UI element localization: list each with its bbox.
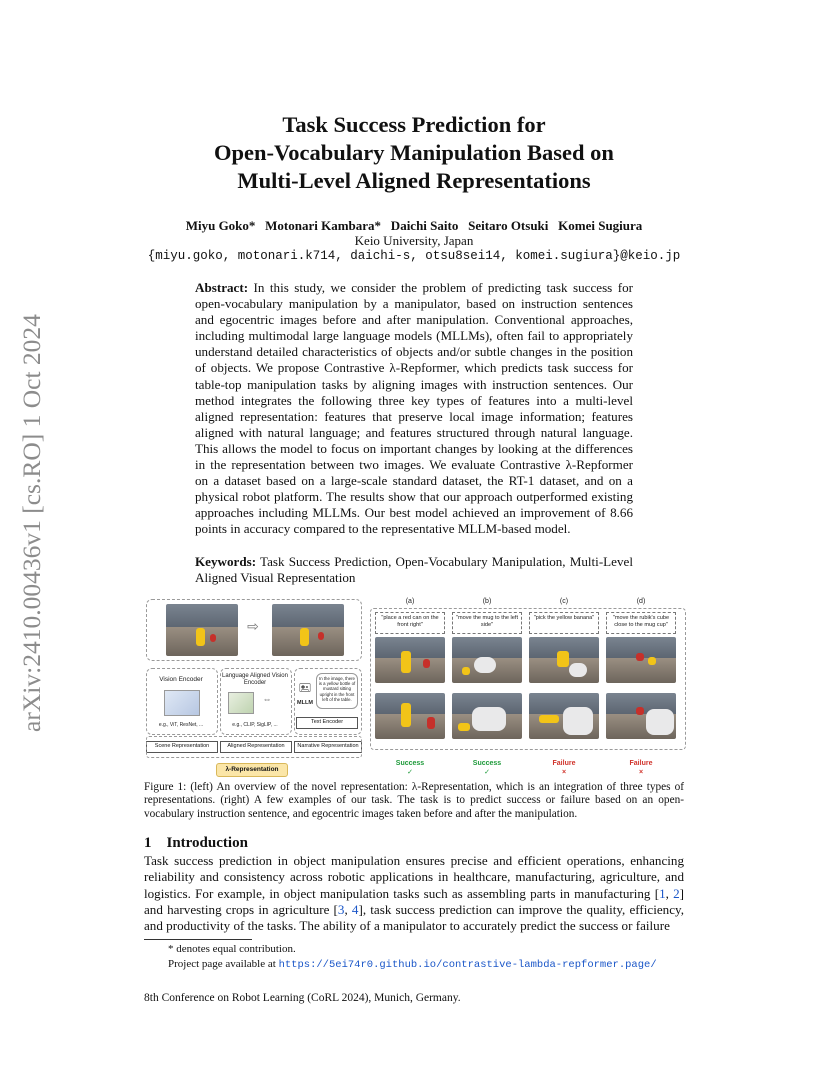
section-heading [144,834,248,852]
example-d-after [606,693,676,739]
narrative-representation: Narrative Representation [294,741,362,753]
before-image [166,604,238,656]
paper-title [140,111,688,195]
mllm-caption-bubble: In the image, there is a yellow bottle of mustard sitting upright in the front left of the table. [316,673,358,709]
example-instruction: "place a red can on the front right" [375,612,445,634]
affiliation: Keio University, Japan [354,233,474,248]
citation-link[interactable]: 1 [659,885,666,901]
title-line: Multi-Level Aligned Representations [237,168,591,193]
footnote-equal-contribution: * denotes equal contribution. [168,943,296,955]
check-icon: ✓ [407,769,413,776]
figure-caption: Figure 1: (left) An overview of the novel representation: λ-Representation, which is an integration of three types of representations. (right) A few examples of our task. The task is to predict success or failure based on an open-vocabulary instruction sentence, and egocentric images taken before and after the manipulation. [144,781,684,820]
citation-link[interactable]: 3 [337,901,345,917]
example-instruction: "move the rubik's cube close to the mug cup" [606,612,676,634]
example-a-after [375,693,445,739]
language-aligned-encoder-label: Language Aligned Vision Encoder [222,673,288,686]
project-page-link[interactable]: https://5ei74r0.github.io/contrastive-lambda-repformer.page/ [278,959,657,971]
cross-icon: × [561,769,567,776]
layers-icon [164,690,200,716]
example-c-before [529,637,599,683]
abstract-text: In this study, we consider the problem of predicting task success for open-vocabulary manipulation by a manipulator, based on instruction sentences and egocentric images before and after manipulation. Conventional approaches, including multimodal large language models (MLLMs), often fail to appropriately understand detailed characteristics of objects and/or subtle changes in the position of objects. We propose Contrastive λ-Repformer, which predicts task success for table-top manipulation tasks by aligning images with instruction sentences. Our method integrates the following three key types of features into a multi-level aligned representation: features that preserve local image information; features aligned with natural language; and features structured through natural language. This allows the model to focus on important changes by looking at the differences in the representation between two images. We evaluate Contrastive λ-Repformer on a dataset based on a large-scale standard dataset, the RT-1 dataset, and on a physical robot platform. The results show that our approach outperformed existing approaches including MLLMs. Our best model achieved an improvement of 8.66 points in accuracy compared to the representative MLLM-based model. [195,280,633,537]
representation-group [146,736,362,758]
example-d-before [606,637,676,683]
example-tag: (d) [636,598,646,605]
example-result: Success [395,760,425,767]
mllm-label: MLLM [297,700,313,706]
example-c-after [529,693,599,739]
example-result: Failure [552,760,576,767]
example-tag: (c) [559,598,569,605]
cross-icon: × [638,769,644,776]
introduction-paragraph: Task success prediction in object manipulation ensures precise and efficient operations, enhancing reliability and consistency across robotic applications in healthcare, manufacturing, agriculture, and logistics. For example, in object manipulation tasks such as assembling parts in manufacturing [1, 2] and harvesting crops in agriculture [3, 4], task success prediction can improve the quality, efficiency, and productivity of the tasks. The ability of a manipulator to accurately predict the success or failure [144,853,685,934]
citation-link[interactable]: 4 [351,901,359,917]
example-instruction: "pick the yellow banana" [529,612,599,634]
example-a-before [375,637,445,683]
citation-link[interactable]: 2 [673,885,680,901]
example-b-after [452,693,522,739]
document-icon: ⇔ [262,694,272,704]
scene-representation: Scene Representation [146,741,218,753]
example-tag: (b) [482,598,492,605]
example-result: Failure [629,760,653,767]
example-tag: (a) [405,598,415,605]
layers-icon [228,692,254,714]
authors: Miyu Goko* Motonari Kambara* Daichi Saito Seitaro Otsuki Komei Sugiura [185,218,643,233]
venue-line: 8th Conference on Robot Learning (CoRL 2024), Munich, Germany. [144,992,461,1004]
abstract [195,280,633,538]
example-instruction: "move the mug to the left side" [452,612,522,634]
aligned-representation: Aligned Representation [220,741,292,753]
keywords-text: Task Success Prediction, Open-Vocabulary Manipulation, Multi-Level Aligned Visual Representation [195,554,633,585]
title-line: Task Success Prediction for [282,112,546,137]
footnote-divider [144,939,252,940]
example-result: Success [472,760,502,767]
vision-encoder-label: Vision Encoder [159,676,203,683]
vision-examples: e.g., ViT, ResNet, ... [158,722,204,728]
section-number: 1 [144,835,152,851]
text-encoder-box: Text Encoder [296,717,358,729]
keywords-label: Keywords: [195,554,257,569]
figure-1 [144,596,684,779]
author-emails: {miyu.goko, motonari.k714, daichi-s, otsu8sei14, komei.sugiura}@keio.jp [147,249,681,263]
arrow-right-icon: ⇨ [247,618,259,634]
section-title: Introduction [166,835,248,851]
abstract-label: Abstract: [195,280,249,295]
language-aligned-examples: e.g., CLIP, SigLIP, ... [232,722,278,728]
lambda-representation-badge: λ-Representation [216,763,288,777]
title-line: Open-Vocabulary Manipulation Based on [214,140,614,165]
check-icon: ✓ [484,769,490,776]
keywords [195,554,633,586]
footnote-project-page: Project page available at https://5ei74r0.github.io/contrastive-lambda-repformer.page/ [168,958,657,971]
arxiv-identifier: arXiv:2410.00436v1 [cs.RO] 1 Oct 2024 [17,314,46,732]
after-image [272,604,344,656]
robot-icon: 🖭 [299,683,311,694]
example-b-before [452,637,522,683]
